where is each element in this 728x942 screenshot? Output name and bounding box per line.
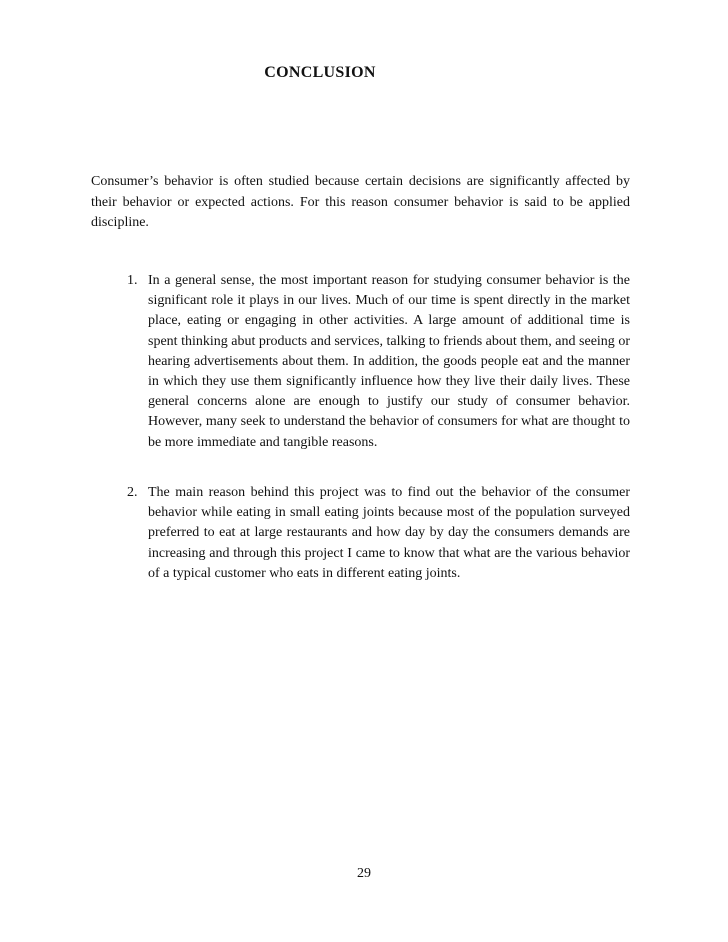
list-item-text: The main reason behind this project was to find out the behavior of the consumer behavior while eating in small eating joints because most of the population surveyed preferred to eat at large restaurants and how day by day the consumers demands are increasing and through this project I came to know that what are the various behavior of a typical customer who eats in different eating joints. [148,485,630,581]
list-item-text: In a general sense, the most important reason for studying consumer behavior is the significant role it plays in our lives. Much of our time is spent directly in the market place, eating or engaging in other activities. A large amount of additional time is spent thinking abut products and services, talking to friends about them, and seeing or hearing advertisements about them. In addition, the goods people eat and the manner in which they use them significantly influence how they live their daily lives. These general concerns alone are enough to justify our study of consumer behavior. However, many seek to understand the behavior of consumers for what are thought to be more immediate and tangible reasons. [148,273,630,450]
list-item-number: 2. [127,485,138,500]
numbered-list [91,483,630,584]
intro-paragraph: Consumer’s behavior is often studied because certain decisions are significantly affected by their behavior or expected actions. For this reason consumer behavior is said to be applied discipline. [91,174,630,230]
list-item [91,483,630,584]
page-title: CONCLUSION [264,64,376,81]
list-item [91,271,630,453]
list-item-number: 1. [127,273,138,288]
numbered-list [91,271,630,453]
page-number: 29 [357,866,371,881]
